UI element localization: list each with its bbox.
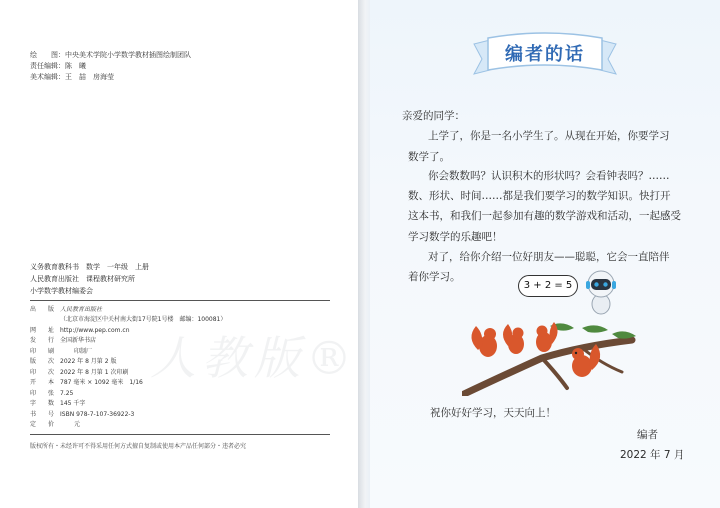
pub-row: 印 刷 印制厂 (30, 348, 93, 355)
book-title: 义务教育教科书 数学 一年级 上册 (30, 263, 149, 271)
publisher-line-2: 小学数学教材编委会 (30, 287, 93, 295)
para1-line: 数学了。 (408, 151, 450, 163)
para1-line: 上学了，你是一名小学生了。从现在开始，你要学习 (428, 130, 670, 142)
closing-wish: 祝你好好学习，天天向上！ (430, 407, 556, 419)
pub-row: 印 张 7.25 (30, 390, 74, 397)
credit-art-editor: 美术编辑：王 喆 房海莹 (30, 73, 114, 81)
book-spine (358, 0, 370, 508)
pub-row: 书 号 ISBN 978-7-107-36922-3 (30, 411, 135, 418)
greeting: 亲爱的同学： (402, 110, 465, 122)
signature: 编者 (637, 429, 658, 441)
pub-row: 开 本 787 毫米 × 1092 毫米 1/16 (30, 379, 143, 386)
pub-row: 字 数 145 千字 (30, 400, 86, 407)
para2-line: 这本书，和我们一起参加有趣的数学游戏和活动，一起感受 (408, 210, 681, 222)
pub-row: 定 价 元 (30, 421, 81, 428)
para2-line: 数、形状、时间……都是我们要学习的数学知识。快打开 (408, 190, 671, 202)
pub-row: 出 版 人民教育出版社 (30, 306, 103, 313)
squirrels-on-branch-icon (462, 316, 642, 396)
top-rule (30, 300, 330, 301)
para3-line: 着你学习。 (408, 271, 461, 283)
pub-row: （北京市海淀区中关村南大街17号院1号楼 邮编：100081） (60, 316, 227, 323)
pub-row: 版 次 2022 年 8 月第 2 版 (30, 358, 117, 365)
credit-editor: 责任编辑：陈 曦 (30, 62, 86, 70)
credit-illustration: 绘 图：中央美术学院小学数学教材插图绘制团队 (30, 51, 191, 59)
watermark: 人教版® (150, 331, 358, 385)
page-heading: 编者的话 (505, 44, 585, 65)
para3-line: 对了，给你介绍一位好朋友——聪聪，它会一直陪伴 (428, 251, 670, 263)
pub-row: 印 次 2022 年 8 月第 1 次印刷 (30, 369, 129, 376)
para2-line: 你会数数吗？认识积木的形状吗？会看钟表吗？…… (428, 170, 670, 182)
bottom-rule (30, 434, 330, 435)
pub-row: 网 址 http://www.pep.com.cn (30, 327, 130, 334)
date: 2022 年 7 月 (620, 449, 685, 461)
pub-row: 发 行 全国新华书店 (30, 337, 97, 344)
para2-line: 学习数学的乐趣吧！ (408, 231, 503, 243)
copyright-page (0, 0, 358, 508)
robot-congcong-icon (583, 268, 619, 316)
publisher-line-1: 人民教育出版社 课程教材研究所 (30, 275, 135, 283)
copyright-notice: 版权所有・未经许可不得采用任何方式擅自复制或使用本产品任何部分・违者必究 (30, 443, 247, 450)
speech-bubble: 3 + 2 = 5 (518, 275, 578, 297)
